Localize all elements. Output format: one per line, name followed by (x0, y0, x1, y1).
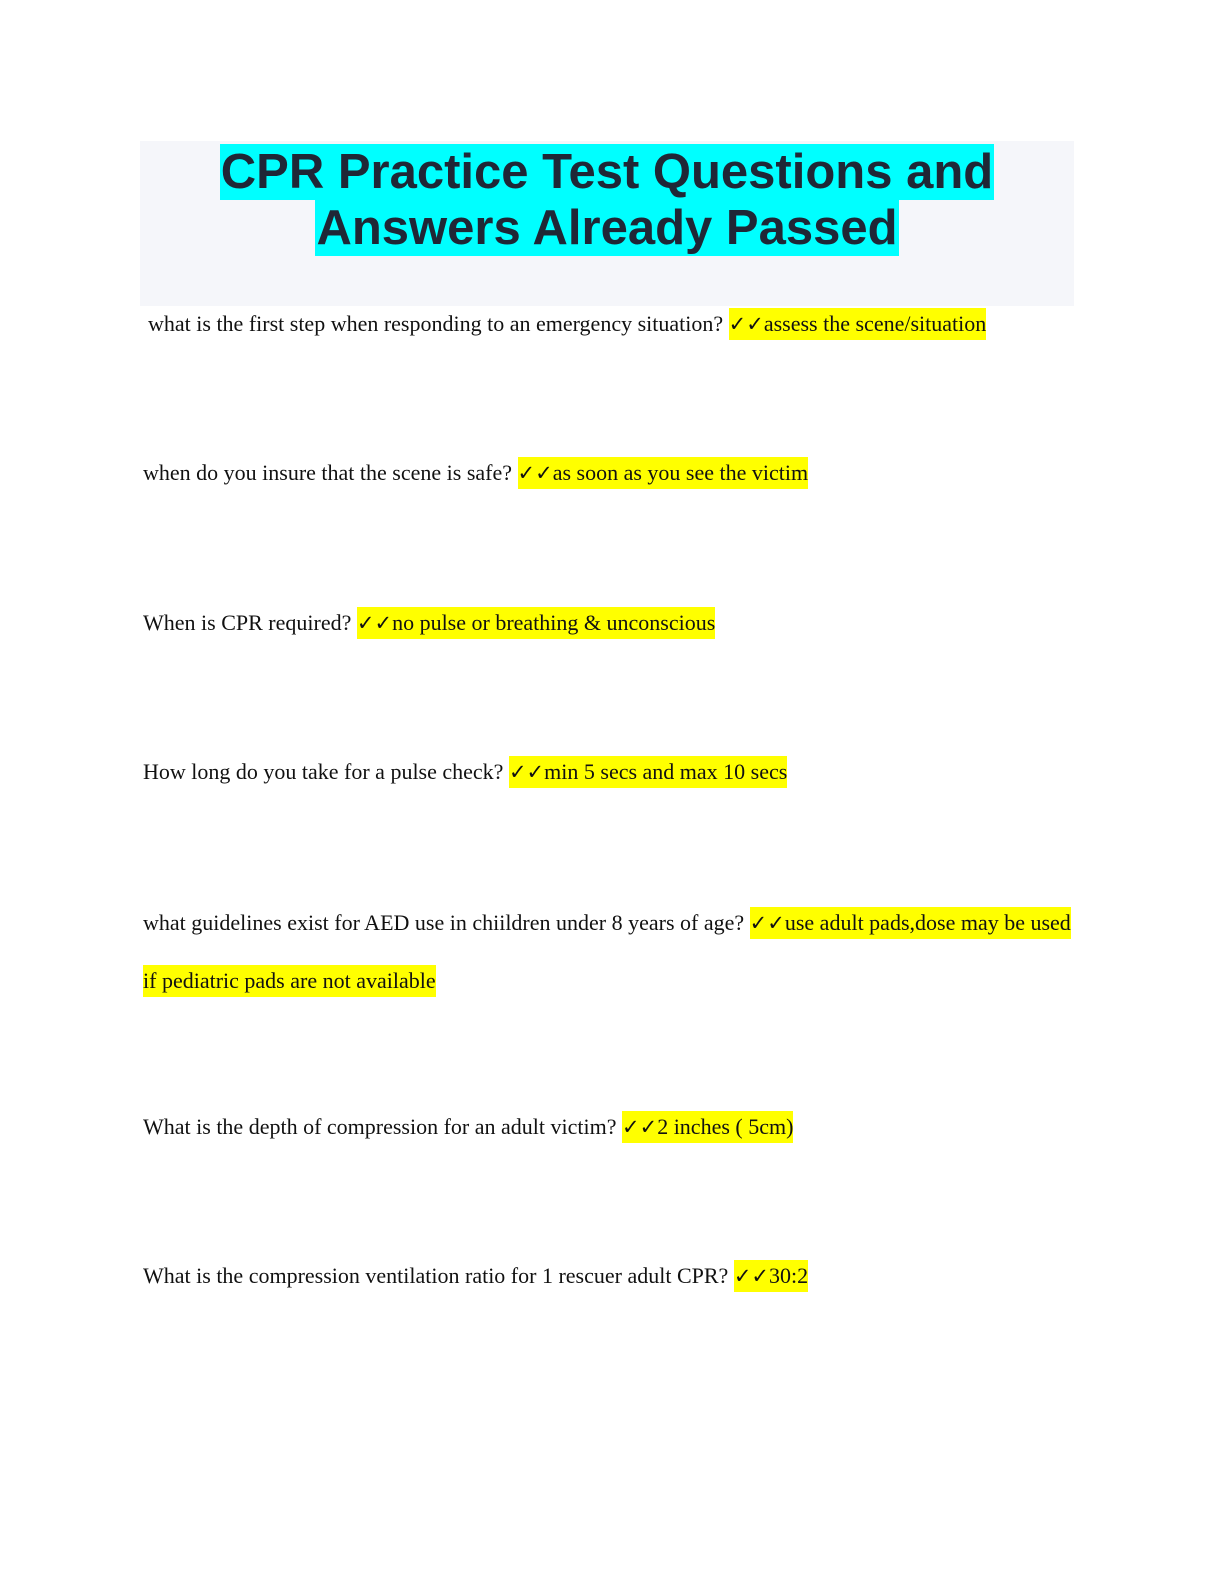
answer-7: 30:2 (769, 1263, 809, 1288)
answer-3-highlight (357, 607, 715, 639)
check-icon: ✓✓ (728, 312, 764, 336)
answer-5: use adult pads,dose may be used if pediatric pads are not available (143, 910, 1071, 993)
qa-item-4 (143, 743, 1083, 801)
check-icon: ✓✓ (508, 760, 545, 784)
answer-2: as soon as you see the victim (552, 460, 809, 485)
document-title-line-2: Answers Already Passed (316, 201, 898, 255)
qa-item-6 (143, 1098, 1083, 1156)
qa-item-3 (143, 594, 1083, 652)
qa-item-5 (143, 894, 1078, 1010)
question-3: When is CPR required? (143, 610, 352, 635)
answer-6: 2 inches ( 5cm) (657, 1114, 794, 1139)
check-icon: ✓✓ (749, 911, 785, 935)
document-title-line-1: CPR Practice Test Questions and (220, 145, 994, 199)
check-icon: ✓✓ (733, 1264, 770, 1288)
question-6: What is the depth of compression for an adult victim? (143, 1114, 617, 1139)
answer-1-highlight (729, 308, 987, 340)
answer-7-highlight (734, 1260, 808, 1292)
question-1: what is the first step when responding to an emergency situation? (148, 311, 724, 336)
answer-4: min 5 secs and max 10 secs (544, 759, 788, 784)
qa-item-7 (143, 1247, 1083, 1305)
title-line-2-wrap (140, 200, 1074, 256)
question-7: What is the compression ventilation ratio for 1 rescuer adult CPR? (143, 1263, 729, 1288)
qa-item-1 (148, 295, 1088, 353)
answer-1: assess the scene/situation (763, 311, 987, 336)
check-icon: ✓✓ (517, 461, 553, 485)
qa-item-2 (143, 444, 1083, 502)
answer-4-highlight (509, 756, 787, 788)
question-5: what guidelines exist for AED use in chiildren under 8 years of age? (143, 910, 745, 935)
question-2: when do you insure that the scene is safe? (143, 460, 512, 485)
question-4: How long do you take for a pulse check? (143, 759, 504, 784)
answer-6-highlight (622, 1111, 793, 1143)
answer-3: no pulse or breathing & unconscious (392, 610, 716, 635)
check-icon: ✓✓ (621, 1115, 658, 1139)
title-line-1-wrap (140, 144, 1074, 200)
title-banner (140, 141, 1074, 306)
answer-2-highlight (518, 457, 809, 489)
check-icon: ✓✓ (356, 611, 393, 635)
